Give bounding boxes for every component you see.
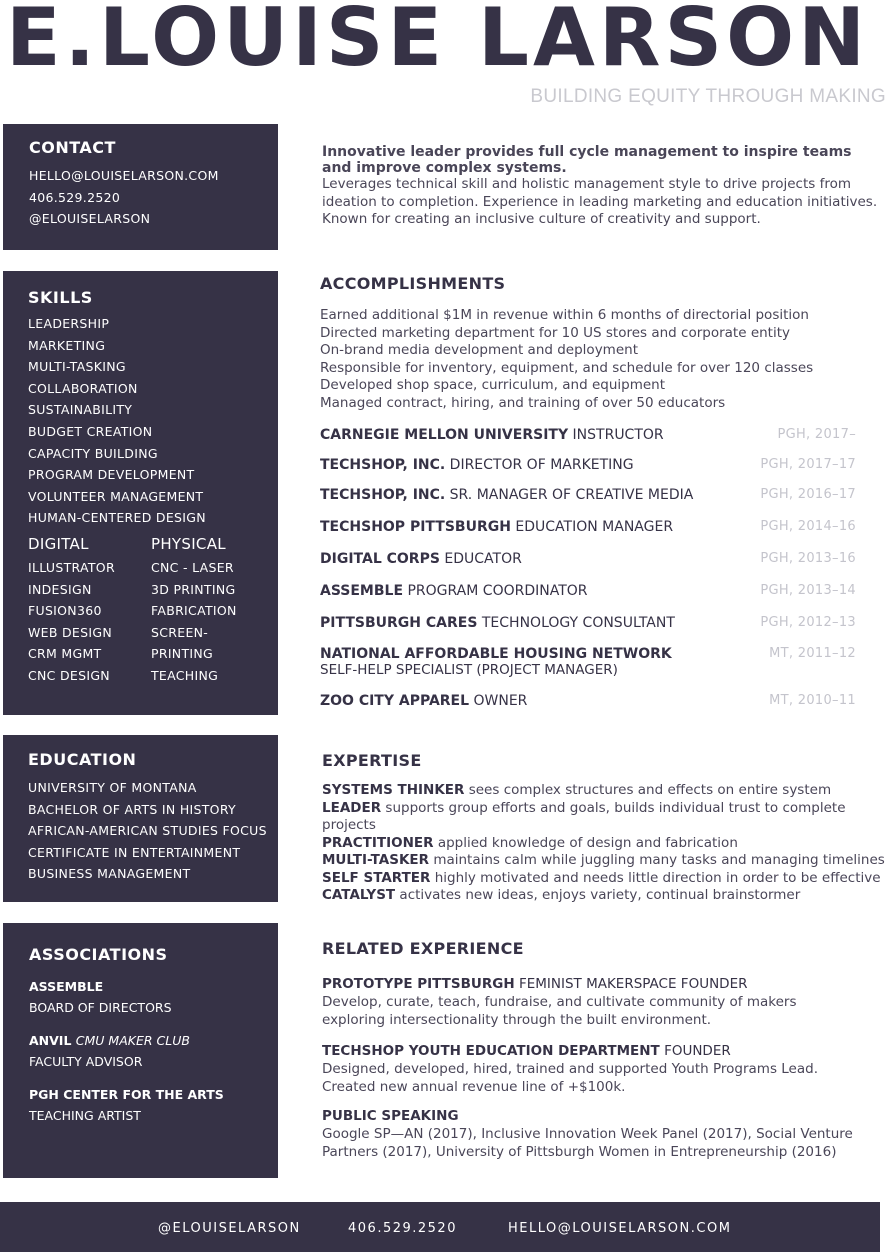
education-item: BUSINESS MANAGEMENT (28, 866, 191, 882)
physical-title: PHYSICAL (151, 534, 226, 553)
footer-email[interactable]: HELLO@LOUISELARSON.COM (508, 1221, 732, 1236)
accomplishment-item: Directed marketing department for 10 US stores and corporate entity (320, 324, 791, 341)
skill-item: COLLABORATION (28, 380, 138, 396)
expertise-text: applied knowledge of design and fabrication (437, 834, 738, 851)
job-org: PITTSBURGH CARES (320, 615, 478, 631)
job-subtitle: SELF-HELP SPECIALIST (PROJECT MANAGER) (320, 662, 618, 678)
job-location: PGH, 2013–16 (760, 551, 856, 566)
expertise-key: SELF STARTER (322, 869, 431, 886)
expertise-key: SYSTEMS THINKER (322, 782, 465, 798)
job-role: DIRECTOR OF MARKETING (449, 457, 634, 473)
skills-columns (28, 535, 278, 687)
job-location: PGH, 2012–13 (760, 615, 856, 630)
expertise-list (322, 782, 892, 905)
accomplishments-title: ACCOMPLISHMENTS (320, 274, 506, 293)
job-org: CARNEGIE MELLON UNIVERSITY (320, 427, 569, 443)
skill-item: BUDGET CREATION (28, 423, 153, 439)
job-entry (320, 646, 856, 678)
summary (322, 144, 892, 229)
contact-panel (3, 124, 278, 250)
summary-lead: Innovative leader provides full cycle management to inspire teams and improve complex systems. (322, 144, 852, 176)
job-location: PGH, 2014–16 (760, 519, 856, 534)
job-entry (320, 583, 856, 599)
association-name: PGH CENTER FOR THE ARTS (29, 1087, 224, 1102)
job-role: EDUCATION MANAGER (515, 519, 674, 535)
summary-line: Leverages technical skill and holistic management style to drive projects from (322, 176, 852, 192)
job-entry (320, 427, 856, 443)
job-location: PGH, 2016–17 (760, 487, 856, 502)
job-org: ASSEMBLE (320, 583, 404, 599)
education-item: BACHELOR OF ARTS IN HISTORY (28, 801, 236, 817)
education-item: AFRICAN-AMERICAN STUDIES FOCUS (28, 823, 267, 839)
job-org: NATIONAL AFFORDABLE HOUSING NETWORK (320, 646, 672, 662)
related-key: PUBLIC SPEAKING (322, 1108, 459, 1124)
summary-line: Known for creating an inclusive culture of creativity and support. (322, 211, 761, 227)
digital-item: CNC DESIGN (28, 667, 110, 683)
job-entry (320, 693, 856, 709)
expertise-item (322, 800, 892, 835)
related-title: RELATED EXPERIENCE (322, 939, 524, 958)
association-item (29, 1030, 278, 1072)
related-key: PROTOTYPE PITTSBURGH (322, 976, 515, 992)
accomplishment-item: Earned additional $1M in revenue within 6 months of directorial position (320, 307, 809, 323)
physical-item: TEACHING (151, 667, 219, 683)
expertise-item (322, 887, 892, 905)
footer-bar (0, 1202, 880, 1252)
physical-item: 3D PRINTING (151, 581, 236, 597)
related-role: FEMINIST MAKERSPACE FOUNDER (518, 976, 748, 992)
education-item: CERTIFICATE IN ENTERTAINMENT (28, 844, 241, 860)
related-item (322, 975, 892, 1029)
accomplishment-item: Managed contract, hiring, and training of over 50 educators (320, 394, 726, 411)
skill-item: SUSTAINABILITY (28, 402, 133, 418)
expertise-text: activates new ideas, enjoys variety, continual brainstormer (399, 887, 801, 903)
expertise-text: sees complex structures and effects on entire system (468, 782, 832, 798)
physical-item: FABRICATION (151, 603, 237, 619)
expertise-key: CATALYST (322, 887, 396, 903)
digital-item: CRM MGMT (28, 646, 102, 662)
job-org: TECHSHOP, INC. (320, 457, 446, 473)
expertise-text: highly motivated and needs little direction in order to be effective (434, 869, 881, 886)
job-role: EDUCATOR (444, 551, 522, 567)
accomplishments-list (320, 307, 890, 413)
associations-panel (3, 923, 278, 1178)
footer-handle[interactable]: @ELOUISELARSON (158, 1221, 301, 1236)
related-item (322, 1042, 892, 1096)
skill-item: LEADERSHIP (28, 316, 110, 331)
accomplishment-item: Developed shop space, curriculum, and equipment (320, 377, 665, 394)
skill-item: PROGRAM DEVELOPMENT (28, 467, 195, 483)
contact-title: CONTACT (29, 138, 116, 157)
association-item (29, 1084, 278, 1126)
expertise-key: LEADER (322, 799, 382, 816)
job-role: SR. MANAGER OF CREATIVE MEDIA (449, 487, 694, 503)
expertise-title: EXPERTISE (322, 751, 422, 770)
digital-item: INDESIGN (28, 581, 92, 597)
skill-item: HUMAN-CENTERED DESIGN (28, 510, 206, 526)
resume-name: E.LOUISE LARSON (6, 0, 870, 84)
expertise-item (322, 852, 892, 870)
job-entry (320, 457, 856, 473)
job-entry (320, 615, 856, 631)
related-role: FOUNDER (664, 1043, 731, 1059)
association-name: ASSEMBLE (29, 979, 104, 994)
related-line: Created new annual revenue line of +$100k. (322, 1079, 626, 1095)
skill-item: CAPACITY BUILDING (28, 445, 158, 461)
expertise-item (322, 782, 892, 800)
related-item (322, 1107, 892, 1161)
contact-email[interactable]: HELLO@LOUISELARSON.COM (29, 168, 219, 183)
job-org: TECHSHOP, INC. (320, 487, 446, 503)
skill-item: VOLUNTEER MANAGEMENT (28, 488, 204, 504)
digital-item: WEB DESIGN (28, 624, 112, 640)
job-entry (320, 519, 856, 535)
association-role: TEACHING ARTIST (29, 1108, 141, 1123)
expertise-text: maintains calm while juggling many tasks and managing timelines (433, 852, 885, 868)
contact-handle[interactable]: @ELOUISELARSON (29, 211, 151, 227)
job-entry (320, 487, 856, 503)
accomplishment-item: Responsible for inventory, equipment, and schedule for over 120 classes (320, 359, 814, 376)
job-location: PGH, 2017– (777, 427, 856, 442)
association-role: FACULTY ADVISOR (29, 1054, 143, 1069)
job-location: PGH, 2017–17 (760, 457, 856, 472)
expertise-key: MULTI-TASKER (322, 852, 430, 868)
job-org: DIGITAL CORPS (320, 551, 440, 567)
accomplishment-item: On-brand media development and deployment (320, 342, 638, 359)
job-location: PGH, 2013–14 (760, 583, 856, 598)
related-line: Develop, curate, teach, fundraise, and cultivate community of makers (322, 994, 797, 1010)
physical-column (151, 535, 271, 687)
physical-item: PRINTING (151, 646, 214, 662)
education-item: UNIVERSITY OF MONTANA (28, 780, 197, 795)
digital-item: FUSION360 (28, 603, 102, 619)
job-role: OWNER (473, 693, 528, 709)
related-key: TECHSHOP YOUTH EDUCATION DEPARTMENT (322, 1043, 660, 1059)
digital-item: ILLUSTRATOR (28, 559, 115, 575)
physical-item: CNC - LASER (151, 559, 234, 575)
related-line: Partners (2017), University of Pittsburgh Women in Entrepreneurship (2016) (322, 1144, 837, 1160)
association-extra: CMU MAKER CLUB (75, 1033, 190, 1048)
expertise-item (322, 835, 892, 853)
job-org: ZOO CITY APPAREL (320, 693, 470, 709)
expertise-text: supports group efforts and goals, builds individual trust to complete projects (322, 799, 846, 833)
job-location: MT, 2010–11 (769, 693, 856, 708)
expertise-key: PRACTITIONER (322, 834, 434, 851)
skills-panel (3, 271, 278, 715)
job-entry (320, 551, 856, 567)
digital-column (28, 535, 151, 687)
skill-item: MARKETING (28, 337, 106, 353)
related-line: exploring intersectionality through the built environment. (322, 1012, 712, 1028)
expertise-item (322, 870, 892, 888)
association-role: BOARD OF DIRECTORS (29, 1000, 172, 1015)
skills-title: SKILLS (28, 288, 93, 307)
education-title: EDUCATION (28, 750, 137, 769)
job-role: INSTRUCTOR (572, 427, 664, 443)
association-item (29, 976, 278, 1018)
job-location: MT, 2011–12 (769, 646, 856, 661)
job-role: TECHNOLOGY CONSULTANT (481, 615, 675, 631)
summary-line: ideation to completion. Experience in leading marketing and education initiatives. (322, 193, 878, 210)
physical-item: SCREEN- (151, 624, 209, 640)
job-role: PROGRAM COORDINATOR (407, 583, 588, 599)
contact-phone[interactable]: 406.529.2520 (29, 189, 121, 205)
association-name: ANVIL (29, 1033, 72, 1048)
tagline: BUILDING EQUITY THROUGH MAKING (530, 86, 886, 107)
digital-title: DIGITAL (28, 534, 89, 553)
footer-phone[interactable]: 406.529.2520 (348, 1221, 457, 1236)
education-panel (3, 735, 278, 902)
related-line: Designed, developed, hired, trained and supported Youth Programs Lead. (322, 1061, 818, 1077)
skill-item: MULTI-TASKING (28, 359, 126, 375)
associations-title: ASSOCIATIONS (29, 945, 168, 964)
related-line: Google SP—AN (2017), Inclusive Innovation Week Panel (2017), Social Venture (322, 1126, 853, 1142)
job-org: TECHSHOP PITTSBURGH (320, 519, 511, 535)
